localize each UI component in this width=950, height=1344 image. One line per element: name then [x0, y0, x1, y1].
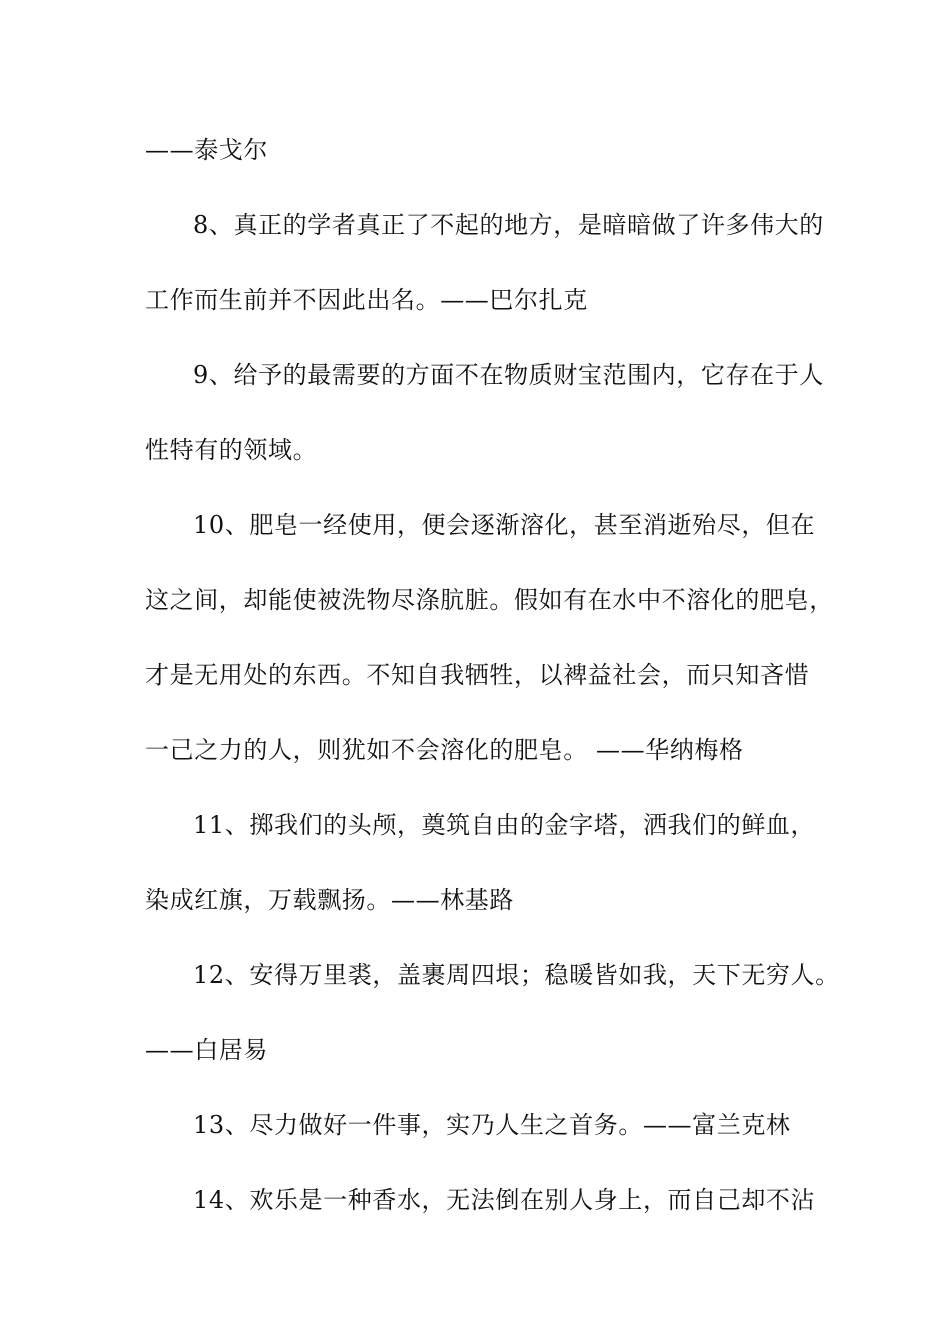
text-line: 12、安得万里裘，盖裹周四垠；稳暖皆如我，天下无穷人。	[193, 961, 840, 989]
text-line: 工作而生前并不因此出名。——巴尔扎克	[145, 286, 588, 314]
text-line: 染成红旗，万载飘扬。——林基路	[145, 886, 514, 914]
text-line: 才是无用处的东西。不知自我牺牲，以裨益社会，而只知吝惜	[145, 661, 810, 689]
text-line: ——泰戈尔	[145, 136, 268, 164]
text-line: 这之间，却能使被洗物尽涤肮脏。假如有在水中不溶化的肥皂，	[145, 586, 834, 614]
text-line: 14、欢乐是一种香水，无法倒在别人身上，而自己却不沾	[193, 1186, 816, 1214]
text-line: 9、给予的最需要的方面不在物质财宝范围内，它存在于人	[193, 361, 824, 389]
text-line: 一己之力的人，则犹如不会溶化的肥皂。 ——华纳梅格	[145, 736, 744, 764]
text-line: 8、真正的学者真正了不起的地方，是暗暗做了许多伟大的	[193, 211, 824, 239]
text-line: 13、尽力做好一件事，实乃人生之首务。——富兰克林	[193, 1111, 791, 1139]
text-line: 性特有的领域。	[145, 436, 318, 464]
text-line: 11、掷我们的头颅，奠筑自由的金字塔，洒我们的鲜血，	[193, 811, 816, 839]
text-line: ——白居易	[145, 1036, 268, 1064]
text-line: 10、肥皂一经使用，便会逐渐溶化，甚至消逝殆尽，但在	[193, 511, 816, 539]
